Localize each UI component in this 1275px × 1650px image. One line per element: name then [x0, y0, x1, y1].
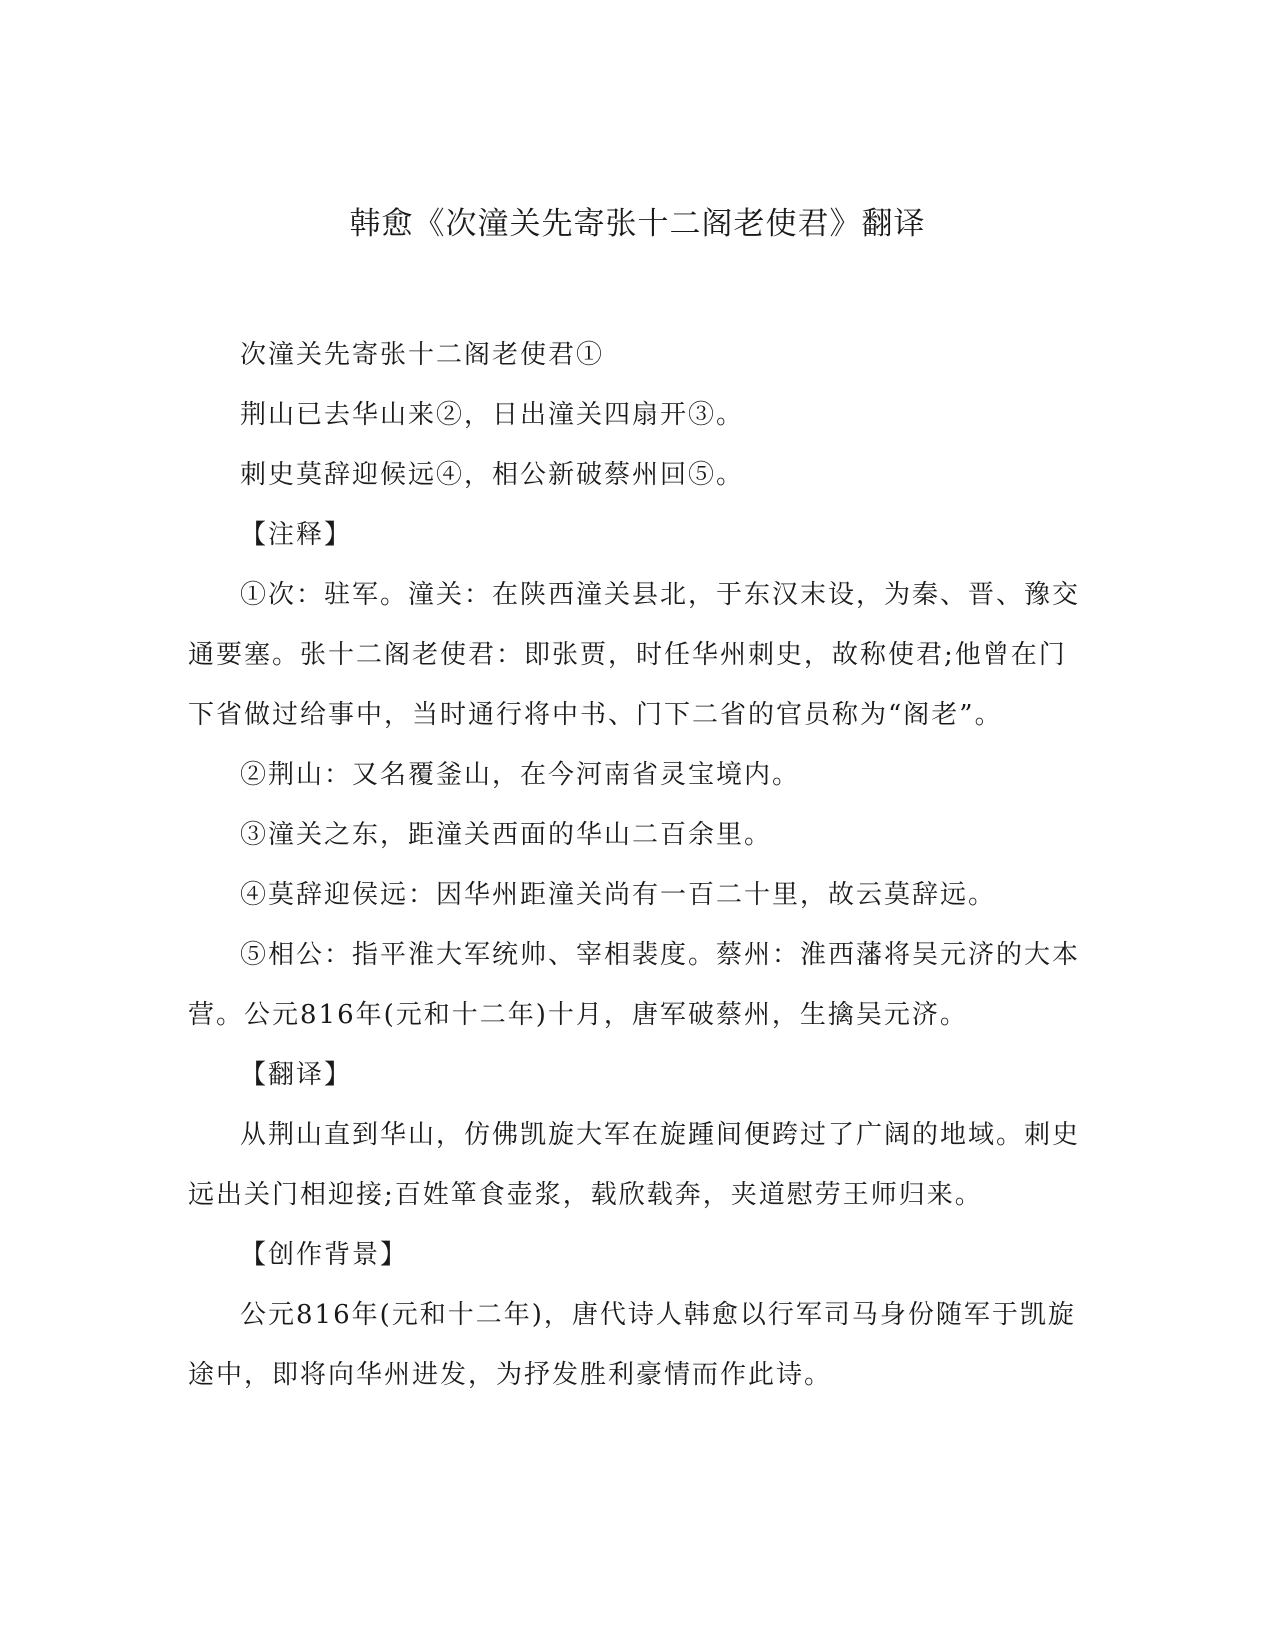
note-item: ①次：驻军。潼关：在陕西潼关县北，于东汉末设，为秦、晋、豫交通要塞。张十二阁老使君：即张贾，时任华州刺史，故称使君;他曾在门下省做过给事中，当时通行将中书、门下二省的官员称为“阁老”。	[188, 580, 1081, 730]
note-item: ③潼关之东，距潼关西面的华山二百余里。	[240, 820, 773, 850]
poem-line: 荆山已去华山来②，日出潼关四扇开③。	[240, 400, 745, 430]
notes-heading: 【注释】	[240, 520, 353, 550]
background-text: 公元816年(元和十二年)，唐代诗人韩愈以行军司马身份随军于凯旋途中，即将向华州进发，为抒发胜利豪情而作此诗。	[188, 1300, 1076, 1390]
translation-heading: 【翻译】	[240, 1060, 353, 1090]
document-title: 韩愈《次潼关先寄张十二阁老使君》翻译	[349, 206, 926, 242]
poem-line: 刺史莫辞迎候远④，相公新破蔡州回⑤。	[240, 460, 745, 490]
background-heading: 【创作背景】	[240, 1240, 409, 1270]
note-item: ④莫辞迎侯远：因华州距潼关尚有一百二十里，故云莫辞远。	[240, 880, 997, 910]
note-item: ②荆山：又名覆釜山，在今河南省灵宝境内。	[240, 760, 801, 790]
document-body	[188, 325, 1088, 1405]
note-item: ⑤相公：指平淮大军统帅、宰相裴度。蔡州：淮西藩将吴元济的大本营。公元816年(元和十二年)十月，唐军破蔡州，生擒吴元济。	[188, 940, 1081, 1030]
translation-text: 从荆山直到华山，仿佛凯旋大军在旋踵间便跨过了广阔的地域。刺史远出关门相迎接;百姓箪食壶浆，载欣载奔，夹道慰劳王师归来。	[188, 1120, 1081, 1210]
poem-title: 次潼关先寄张十二阁老使君①	[240, 340, 605, 370]
